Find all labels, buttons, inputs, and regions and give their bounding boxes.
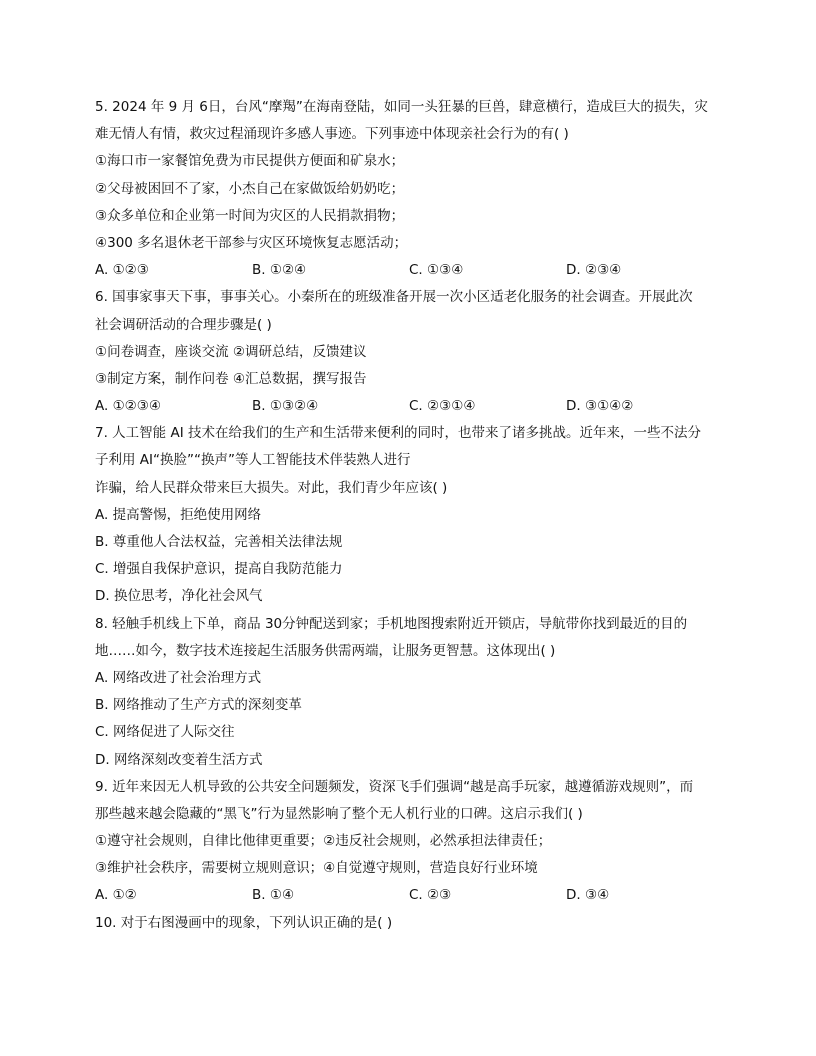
statement-item: ④300 多名退休老干部参与灾区环境恢复志愿活动； [95,234,408,251]
question-stem-line: 9. 近年来因无人机导致的公共安全问题频发，资深飞手们强调“越是高手玩家，越遵循游戏规则”，而 [95,778,694,795]
choice-c: C. 网络促进了人际交往 [95,724,235,741]
option-b: B. ①④ [252,887,295,904]
question-5 [95,94,725,284]
choice-a: A. 网络改进了社会治理方式 [95,669,262,686]
option-a: A. ①② [95,887,137,904]
option-b: B. ①②④ [252,262,307,279]
option-d: D. ③①④② [566,398,634,415]
question-9 [95,774,725,910]
choice-d: D. 换位思考，净化社会风气 [95,588,263,605]
statement-item: ①海口市一家餐馆免费为市民提供方便面和矿泉水； [95,153,405,170]
question-stem-line: 8. 轻触手机线上下单，商品 30分钟配送到家；手机地图搜索附近开锁店，导航带你找到最近的目的 [95,615,688,632]
question-stem-line: 诈骗，给人民群众带来巨大损失。对此，我们青少年应该( ) [95,479,448,496]
statement-item: ③制定方案，制作问卷 ④汇总数据，撰写报告 [95,370,367,387]
question-8 [95,611,725,774]
option-c: C. ①③④ [409,262,464,279]
option-b: B. ①③②④ [252,398,319,415]
choice-c: C. 增强自我保护意识，提高自我防范能力 [95,561,343,578]
option-c: C. ②③①④ [409,398,476,415]
statement-item: ①问卷调查，座谈交流 ②调研总结，反馈建议 [95,343,367,360]
statement-item: ③众多单位和企业第一时间为灾区的人民捐款捐物； [95,207,405,224]
choice-b: B. 网络推动了生产方式的深刻变革 [95,697,302,714]
question-stem-line: 7. 人工智能 AI 技术在给我们的生产和生活带来便利的同时，也带来了诸多挑战。近年来，一些不法分 [95,425,701,442]
question-stem-line: 社会调研活动的合理步骤是( ) [95,316,272,333]
question-10 [95,910,725,937]
answer-options [95,257,725,284]
statement-item: ③维护社会秩序，需要树立规则意识；④自觉遵守规则，营造良好行业环境 [95,860,538,877]
option-a: A. ①②③ [95,262,149,279]
question-stem-line: 6. 国事家事天下事，事事关心。小秦所在的班级准备开展一次小区适老化服务的社会调查。开展此次 [95,289,693,306]
question-stem-line: 难无情人有情，救灾过程涌现许多感人事迹。下列事迹中体现亲社会行为的有( ) [95,126,569,143]
question-stem-line: 那些越来越会隐藏的“黑飞”行为显然影响了整个无人机行业的口碑。这启示我们( ) [95,805,583,822]
option-d: D. ③④ [566,887,610,904]
question-stem-line: 5. 2024 年 9 月 6日，台风“摩羯”在海南登陆，如同一头狂暴的巨兽，肆意横行，造成巨大的损失，灾 [95,99,708,115]
question-stem-line: 10. 对于右图漫画中的现象，下列认识正确的是( ) [95,914,393,931]
option-c: C. ②③ [409,887,452,904]
statement-item: ②父母被困回不了家，小杰自己在家做饭给奶奶吃； [95,180,405,197]
choice-d: D. 网络深刻改变着生活方式 [95,751,263,768]
choice-a: A. 提高警惕，拒绝使用网络 [95,506,262,523]
question-stem-line: 地……如今，数字技术连接起生活服务供需两端，让服务更智慧。这体现出( ) [95,642,556,659]
question-6 [95,284,725,420]
statement-item: ①遵守社会规则，自律比他律更重要；②违反社会规则，必然承担法律责任； [95,833,552,850]
question-list [95,94,725,937]
option-d: D. ②③④ [566,262,622,279]
option-a: A. ①②③④ [95,398,161,415]
answer-options [95,882,725,909]
question-stem-line: 子利用 AI“换脸”“换声”等人工智能技术伴装熟人进行 [95,452,411,469]
question-7 [95,420,725,610]
choice-b: B. 尊重他人合法权益，完善相关法律法规 [95,534,343,550]
answer-options [95,393,725,420]
